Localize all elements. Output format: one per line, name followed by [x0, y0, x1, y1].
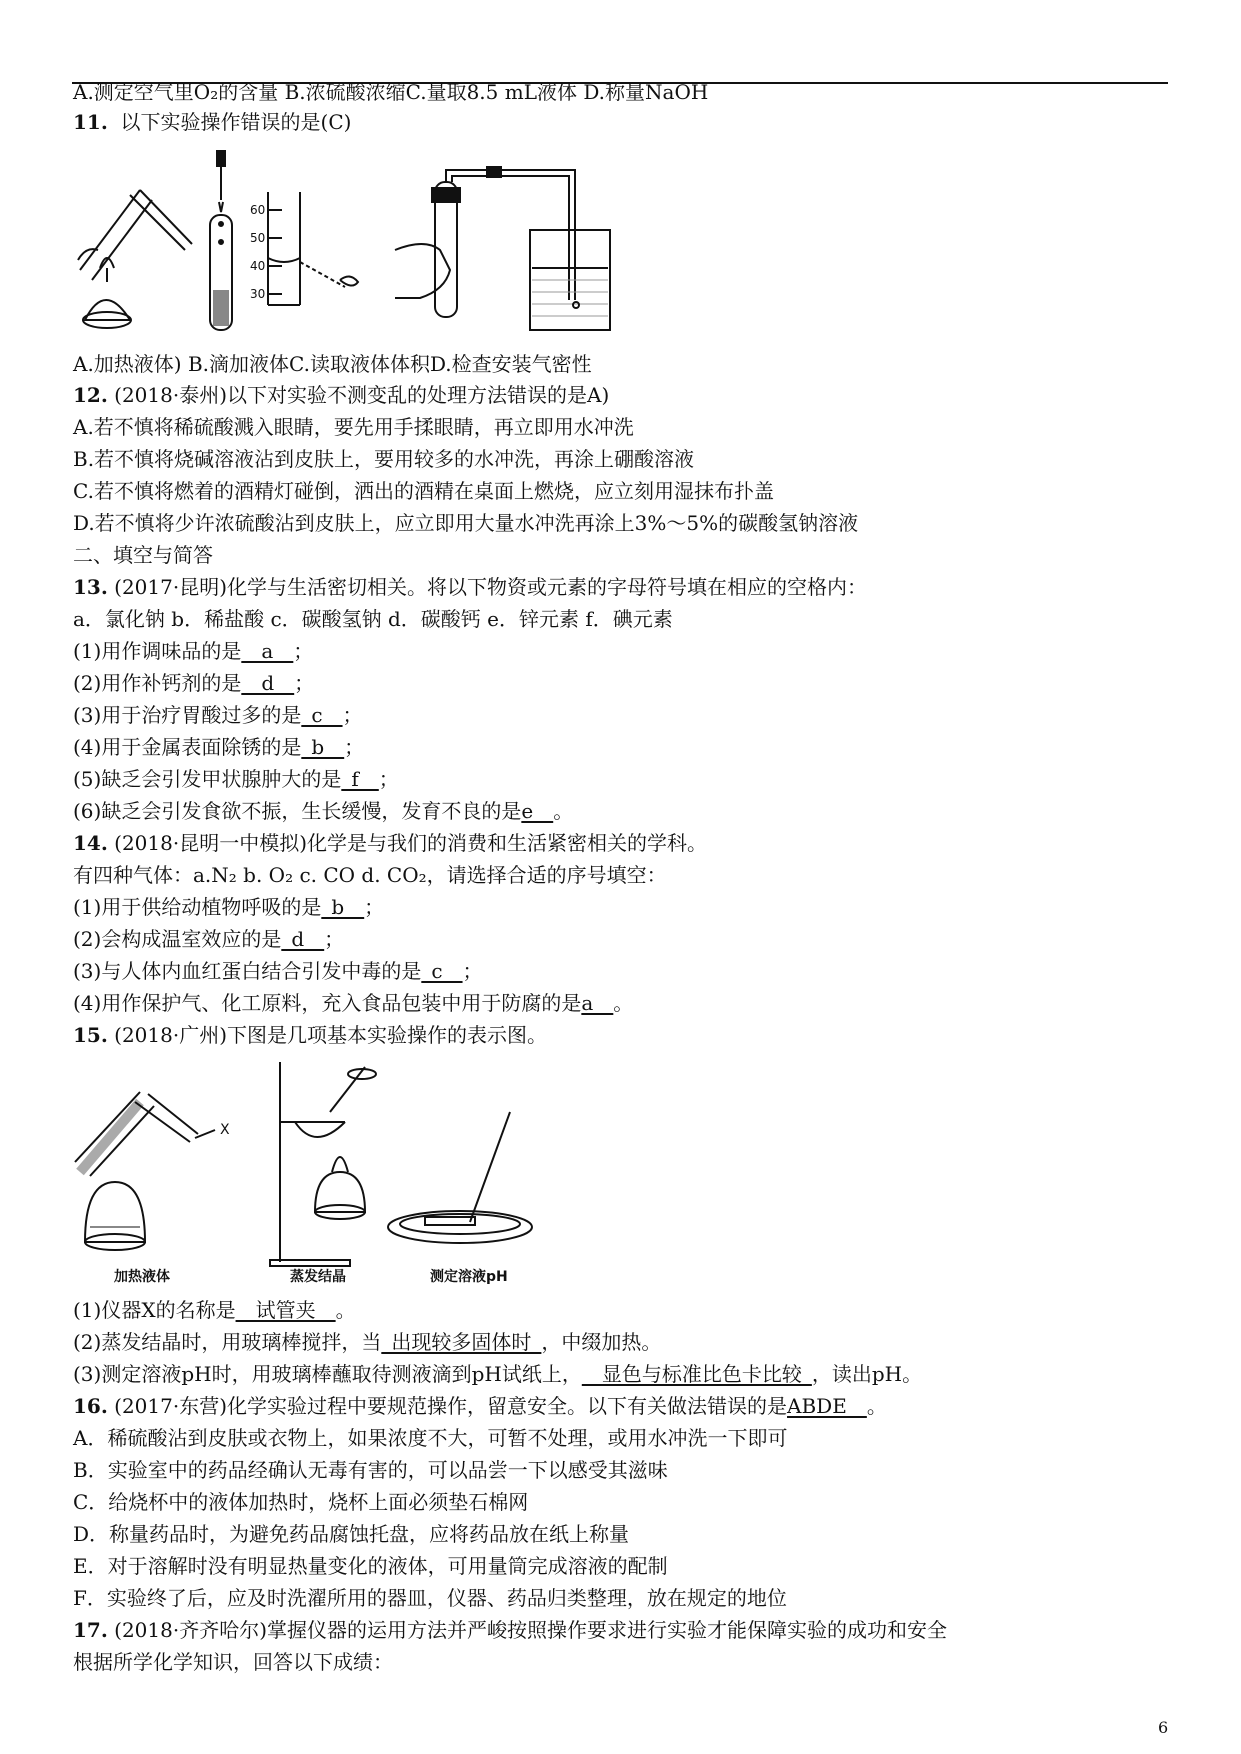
question-12: [73, 381, 609, 409]
item-13-3: (3)用于治疗胃酸过多的是_c__；: [73, 703, 363, 727]
option-12a: A.若不慎将稀硫酸溅入眼睛，要先用手揉眼睛，再立即用水冲洗: [73, 415, 634, 439]
answer: __a__: [241, 639, 294, 663]
answer: a__: [581, 991, 614, 1015]
option-16b: B．实验室中的药品经确认无毒有害的，可以品尝一下以感受其滋味: [73, 1458, 668, 1482]
tick-label: 60: [250, 203, 266, 217]
item-text-suffix: ，中缀加热。: [541, 1330, 662, 1354]
item-text-suffix: ，读出pH。: [811, 1362, 923, 1386]
tick-label: 40: [250, 259, 266, 273]
question-text: (2017·东营)化学实验过程中要规范操作，留意安全。以下有关做法错误的是: [114, 1394, 788, 1418]
item-text: (3)用于治疗胃酸过多的是: [73, 703, 302, 727]
options-13: a．氯化钠 b．稀盐酸 c．碳酸氢钠 d．碳酸钙 e．锌元素 f．碘元素: [73, 607, 673, 631]
item-13-6: (6)缺乏会引发食欲不振，生长缓慢，发育不良的是e__。: [73, 799, 574, 823]
question-number: 12.: [73, 383, 108, 407]
answer: _d__: [281, 927, 325, 951]
item-text: (4)用作保护气、化工原料，充入食品包装中用于防腐的是: [73, 991, 582, 1015]
option-12d: D.若不慎将少许浓硫酸沾到皮肤上，应立即用大量水冲洗再涂上3%～5%的碳酸氢钠溶液: [73, 511, 859, 535]
tick-label: 30: [250, 287, 266, 301]
question-number: 15.: [73, 1023, 108, 1047]
item-14-1: (1)用于供给动植物呼吸的是_b__；: [73, 895, 385, 919]
item-text: (2)用作补钙剂的是: [73, 671, 242, 695]
option-12c: C.若不慎将燃着的酒精灯碰倒，洒出的酒精在桌面上燃烧，应立刻用湿抹布扑盖: [73, 479, 774, 503]
question-text: (2017·昆明)化学与生活密切相关。将以下物资或元素的字母符号填在相应的空格内：: [114, 575, 868, 599]
answer: ABDE__: [787, 1394, 867, 1418]
answer: _b__: [321, 895, 365, 919]
question-number: 16.: [73, 1394, 108, 1418]
item-13-2: (2)用作补钙剂的是__d__；: [73, 671, 315, 695]
item-13-4: (4)用于金属表面除锈的是_b__；: [73, 735, 365, 759]
heating-liquid-illustration: [78, 190, 192, 328]
answer: _f__: [341, 767, 379, 791]
answer: _c__: [421, 959, 463, 983]
ph-test-illustration: [388, 1112, 532, 1243]
question-17-cont: 根据所学化学知识，回答以下成绩：: [73, 1650, 393, 1674]
page-number: 6: [1158, 1718, 1169, 1737]
question-text: (2018·齐齐哈尔)掌握仪器的运用方法并严峻按照操作要求进行实验才能保障实验的成功和安全: [114, 1618, 948, 1642]
option-16d: D．称量药品时，为避免药品腐蚀托盘，应将药品放在纸上称量: [73, 1522, 630, 1546]
question-text: (2018·泰州)以下对实验不测变乱的处理方法错误的是A): [114, 383, 610, 407]
evaporation-illustration: [270, 1062, 376, 1266]
section-heading: 二、填空与简答: [73, 543, 213, 567]
caption-evaporation: 蒸发结晶: [290, 1269, 346, 1285]
answer: __显色与标准比色卡比较_: [581, 1362, 812, 1386]
question-text: (2018·昆明一中模拟)化学是与我们的消费和生活紧密相关的学科。: [114, 831, 708, 855]
question-number: 13.: [73, 575, 108, 599]
item-15-2: [73, 1328, 661, 1356]
item-13-5: (5)缺乏会引发甲状腺肿大的是_f__；: [73, 767, 399, 791]
item-14-2: (2)会构成温室效应的是_d__；: [73, 927, 345, 951]
question-17: [73, 1616, 947, 1644]
instrument-label-x: X: [220, 1122, 230, 1138]
line-options-10: A.测定空气里O₂的含量 B.浓硫酸浓缩C.量取8.5 mL液体 D.称量NaOH: [73, 80, 709, 104]
question-number: 11.: [73, 110, 108, 134]
reading-volume-illustration: [268, 192, 358, 305]
caption-heating-liquid: 加热液体: [114, 1269, 170, 1285]
item-text: (3)测定溶液pH时，用玻璃棒蘸取待测液滴到pH试纸上，: [73, 1362, 582, 1386]
item-text: (6)缺乏会引发食欲不振，生长缓慢，发育不良的是: [73, 799, 522, 823]
item-text: (3)与人体内血红蛋白结合引发中毒的是: [73, 959, 422, 983]
item-text: (5)缺乏会引发甲状腺肿大的是: [73, 767, 342, 791]
answer: _c__: [301, 703, 343, 727]
question-13: [73, 573, 867, 601]
item-15-1: (1)仪器X的名称是__试管夹__。: [73, 1298, 356, 1322]
question-14: [73, 829, 707, 857]
item-14-4: (4)用作保护气、化工原料，充入食品包装中用于防腐的是a__。: [73, 991, 634, 1015]
heating-liquid-illustration: [75, 1092, 215, 1250]
question-text: 以下实验操作错误的是(C): [120, 110, 352, 134]
item-text: (4)用于金属表面除锈的是: [73, 735, 302, 759]
item-13-1: (1)用作调味品的是__a__；: [73, 639, 314, 663]
options-14: 有四种气体：a.N₂ b. O₂ c. CO d. CO₂，请选择合适的序号填空：: [73, 863, 667, 887]
item-15-3: [73, 1360, 922, 1388]
item-text: (2)蒸发结晶时，用玻璃棒搅拌，当: [73, 1330, 382, 1354]
option-16e: E．对于溶解时没有明显热量变化的液体，可用量筒完成溶液的配制: [73, 1554, 668, 1578]
option-16c: C．给烧杯中的液体加热时，烧杯上面必须垫石棉网: [73, 1490, 529, 1514]
answer: e__: [521, 799, 554, 823]
figure-lab-operations-q11: [70, 150, 630, 340]
figure-basic-operations-q15: [70, 1062, 550, 1280]
answer: __d__: [241, 671, 295, 695]
question-15: [73, 1021, 547, 1049]
option-16a: A．稀硫酸沾到皮肤或衣物上，如果浓度不大，可暂不处理，或用水冲洗一下即可: [73, 1426, 788, 1450]
item-text: (2)会构成温室效应的是: [73, 927, 282, 951]
item-text: (1)用作调味品的是: [73, 639, 242, 663]
dropping-liquid-illustration: [210, 150, 232, 330]
question-16: 16. (2017·东营)化学实验过程中要规范操作，留意安全。以下有关做法错误的是ABDE__。: [73, 1394, 887, 1418]
item-text: (1)用于供给动植物呼吸的是: [73, 895, 322, 919]
item-14-3: (3)与人体内血红蛋白结合引发中毒的是_c__；: [73, 959, 483, 983]
question-text: (2018·广州)下图是几项基本实验操作的表示图。: [114, 1023, 548, 1047]
answer: _b__: [301, 735, 345, 759]
airtightness-check-illustration: [395, 167, 610, 330]
item-text: (1)仪器X的名称是: [73, 1298, 236, 1322]
option-16f: F．实验终了后，应及时洗濯所用的器皿，仪器、药品归类整理，放在规定的地位: [73, 1586, 787, 1610]
line-options-11: A.加热液体) B.滴加液体C.读取液体体积D.检查安装气密性: [73, 352, 592, 376]
answer: _出现较多固体时_: [381, 1330, 542, 1354]
tick-label: 50: [250, 231, 266, 245]
caption-ph-test: 测定溶液pH: [430, 1269, 508, 1285]
question-11: [73, 108, 351, 136]
question-number: 17.: [73, 1618, 108, 1642]
question-number: 14.: [73, 831, 108, 855]
option-12b: B.若不慎将烧碱溶液沾到皮肤上，要用较多的水冲洗，再涂上硼酸溶液: [73, 447, 695, 471]
answer: __试管夹__: [235, 1298, 336, 1322]
